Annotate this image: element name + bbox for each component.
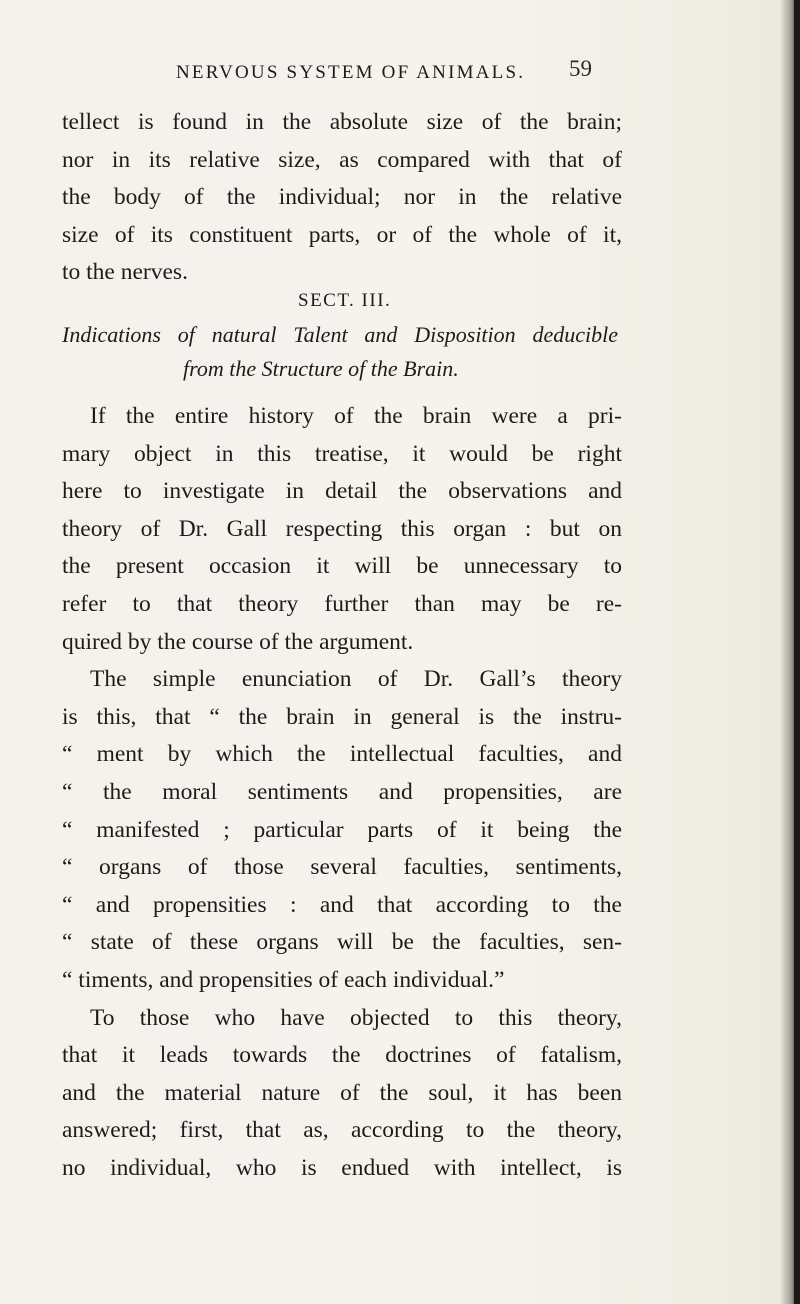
text-line: size of its constituent parts, or of the whole of it, bbox=[62, 221, 622, 248]
text-line: answered; first, that as, according to the theory, bbox=[62, 1117, 622, 1144]
text-line: no individual, who is endued with intellect, is bbox=[62, 1154, 622, 1181]
text-line: theory of Dr. Gall respecting this organ : but on bbox=[62, 515, 622, 542]
text-line: “ manifested ; particular parts of it being the bbox=[62, 816, 622, 843]
text-line: quired by the course of the argument. bbox=[62, 628, 414, 655]
text-line: and the material nature of the soul, it has been bbox=[62, 1079, 622, 1106]
text-line: “ and propensities : and that according to the bbox=[62, 891, 622, 918]
text-line: “ state of these organs will be the faculties, sen- bbox=[62, 929, 622, 956]
text-line: “ the moral sentiments and propensities, are bbox=[62, 778, 622, 805]
text-line: If the entire history of the brain were a pri- bbox=[90, 403, 622, 429]
text-line: “ timents, and propensities of each individual.” bbox=[62, 966, 505, 993]
text-line: to the nerves. bbox=[62, 259, 188, 285]
text-line: “ organs of those several faculties, sentiments, bbox=[62, 854, 622, 881]
text-line: is this, that “ the brain in general is the instru- bbox=[62, 703, 622, 730]
text-line: refer to that theory further than may be re- bbox=[62, 590, 622, 617]
text-line: The simple enunciation of Dr. Gall’s theory bbox=[90, 666, 622, 693]
text-line: “ ment by which the intellectual faculties, and bbox=[62, 741, 622, 768]
body-text bbox=[62, 398, 622, 1187]
text-line: the present occasion it will be unnecessary to bbox=[62, 553, 622, 580]
section-number: SECT. III. bbox=[298, 290, 392, 311]
section-heading-line-2: from the Structure of the Brain. bbox=[183, 356, 459, 381]
section-label bbox=[0, 286, 800, 316]
running-head-title: NERVOUS SYSTEM OF ANIMALS. bbox=[176, 62, 526, 83]
section-heading-line-1: Indications of natural Talent and Disposition deducible bbox=[62, 322, 618, 347]
running-head bbox=[0, 58, 800, 88]
text-line: the body of the individual; nor in the relative bbox=[62, 184, 622, 210]
text-line: mary object in this treatise, it would be right bbox=[62, 440, 622, 467]
intro-paragraph bbox=[62, 104, 622, 292]
text-line: To those who have objected to this theory, bbox=[90, 1004, 622, 1031]
page-number: 59 bbox=[569, 56, 592, 81]
text-line: nor in its relative size, as compared with that of bbox=[62, 146, 622, 173]
text-line: that it leads towards the doctrines of fatalism, bbox=[62, 1042, 622, 1069]
page-edge bbox=[794, 0, 800, 1304]
text-line: here to investigate in detail the observations and bbox=[62, 478, 622, 505]
text-line: tellect is found in the absolute size of the brain; bbox=[62, 109, 622, 135]
